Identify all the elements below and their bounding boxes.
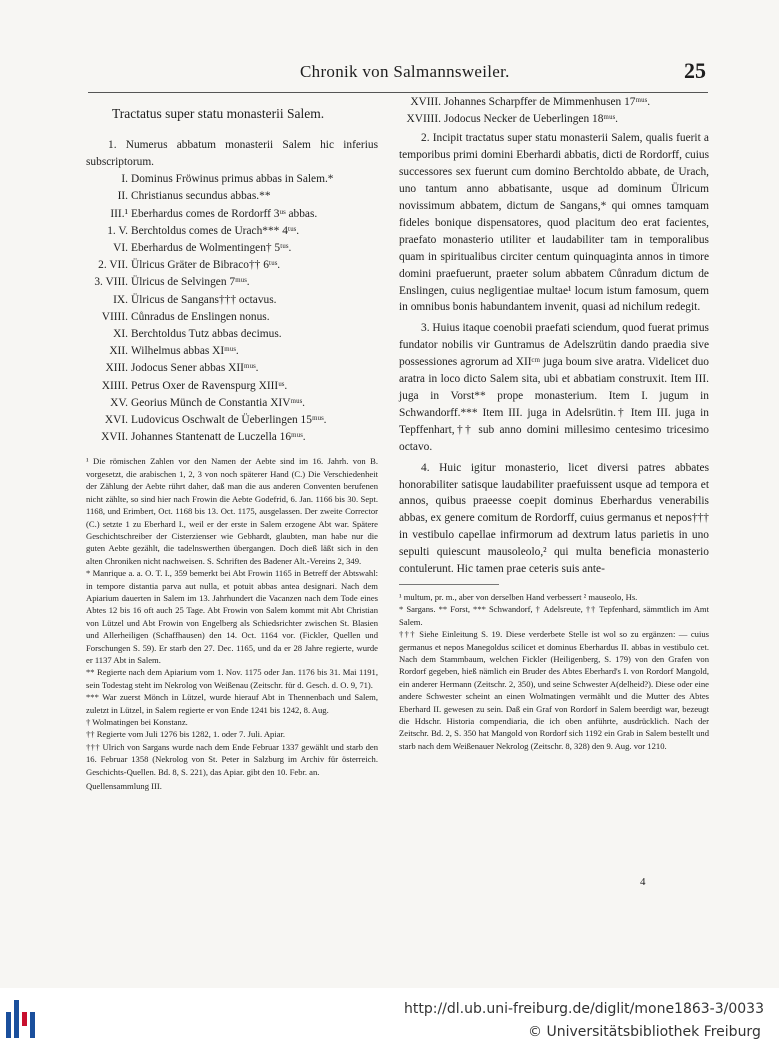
abbot-entry [86,188,378,205]
left-footnotes [86,455,378,778]
abbot-name: Ludovicus Oschwalt de Üeberlingen 15ᵐᵘˢ. [131,414,327,427]
abbot-number: XII. [109,345,128,358]
abbot-entry [86,412,378,429]
abbot-number: XV. [110,396,128,409]
paragraph: 3. Huius itaque coenobii praefati sciendum, quod fuerat primus fundator nobilis vir Guntramus de Adelszrütin dando praedia sive possessiones agrorum ad XIIᶜᵐ juga boum sive aratra. Videlicet duo aratra in loco dicto Salem sita, ubi et abbatiam construxit. Item III. juga in Vorst** prope monasterium. Item I. jugum in Schwandorff.*** Item III. juga in Adelsrütin.† Item III. juga in Tepffenhart,†† sub anno domini millesimo centesimo tricesimo octavo. [399,322,709,453]
page-header [0,58,779,92]
right-column [399,94,709,752]
footnote-rule [399,584,499,585]
footnote: †† Regierte vom Juli 1276 bis 1282, 1. oder 7. Juli. Apiar. [86,729,286,740]
abbot-number: XIIII. [101,379,128,392]
permalink[interactable]: http://dl.ub.uni-freiburg.de/diglit/mone1863-3/0033 [404,1001,764,1017]
library-logo-icon [4,996,40,1042]
body-text [399,130,709,578]
abbot-number: XIII. [105,362,128,375]
abbot-number: XI. [113,328,128,341]
abbot-number: XVIIII. [406,113,441,126]
abbot-name: Wilhelmus abbas XIᵐᵘˢ. [131,345,239,358]
footnote: ††† Ulrich von Sargans wurde nach dem Ende Februar 1337 gewählt und starb den 16. Februar 1358 (Nekrolog von St. Peter in Salzburg im Archiv für österreich. Geschichts-Quellen. Bd. 8, S. 221), das Apiar. gibt den 10. Febr. an. [86,741,378,777]
abbot-entry [399,111,709,128]
abbot-entry [86,292,378,309]
footnote: ** Regierte nach dem Apiarium vom 1. Nov. 1175 oder Jan. 1176 bis 31. Mai 1191, sein Todestag steht im Nekrolog von Weißenau (Zeitschr. für d. Gesch. d. O. 9, 71). [86,667,378,690]
logo-bar [22,1012,27,1026]
viewer-footer [0,988,779,1051]
abbot-entry [86,171,378,188]
footnote: † Wolmatingen bei Konstanz. [86,717,188,727]
abbot-entry [399,94,709,111]
abbot-name: Eberhardus comes de Rordorff 3ᵘˢ abbas. [131,207,318,220]
footnote: *** War zuerst Mönch in Lützel, wurde hierauf Abt in Thennenbach und Salem, zuletzt in Lützel, in Salem regierte er von Ende 1241 bis 1242, 8. Aug. [86,692,378,715]
abbot-entry [86,326,378,343]
abbot-name: Ülricus de Selvingen 7ᵐᵘˢ. [131,276,250,289]
abbot-name: Ülricus Gräter de Bibraco†† 6ᵗᵘˢ. [131,259,281,272]
paragraph: 2. Incipit tractatus super statu monasterii Salem, qualis fuerit a temporibus primi domini Eberhardi abbatis, dicti de Rordorff, cuius successores sex fuerunt cum domino Berchtoldo abbate, de Urach, uno tantum anno abbatisante, usque ad dominum Ülricum novissimum abbatem, dictum de Sangans,* qui omnes tamquam fideles bonique dispensatores, quod placitum deo erat facientes, praefato monasterio utiliter et laudabiliter tam in temporalibus quam in spiritualibus circiter centum quinquaginta annos in timore domini praefuerunt, praeter solum abbatem Cůnradum dictum de Enslingen, cuius negligentiae multae¹ locum istum famosum, quem in omnibus bonis habundantem invenit, quasi ad nichilum redegit. [399,132,709,314]
signature-mark: 4 [640,876,646,888]
abbot-entry [86,360,378,377]
abbot-name: Jodocus Necker de Ueberlingen 18ᵐᵘˢ. [444,113,618,126]
abbot-name: Dominus Fröwinus primus abbas in Salem.* [131,173,334,186]
abbot-number: 3. VIII. [94,276,128,289]
abbot-entry [86,309,378,326]
abbot-list [86,171,378,446]
abbot-number: VIIII. [101,310,128,323]
footnote: * Manrique a. a. O. T. I., 359 bemerkt bei Abt Frowin 1165 in Betreff der Abtswahl: in tempore distantia parva aut nulla, et potuit abbas antea designari. Nach dem Apiarium dauerten in Salem im 13. Jahrhundert die Vacanzen nach dem Tode eines Abtes 12 bis 16 oft auch 25 Tage. Abt Frowin von Salem kommt mit Abt Christian von Lützel und Abt Frowin von Engelberg als Schiedsrichter zwischen St. Blasien und Allerheiligen (Schaffhausen) den 14. Oct. 1164 vor. (Fickler, Quellen und Forschungen S. 59). Er starb den 27. Dec. 1165, und da er 28 Jahre regierte, wurde er 1137 Abt in Salem. [86,568,378,665]
left-column [86,100,378,792]
footnote: ††† Siehe Einleitung S. 19. Diese verderbete Stelle ist wol so zu ergänzen: — cuius germanus et nepos Manegoldus scilicet et dominus Eberhardus II. abbas in vestibulo cet. Nach dem Stammbaum, welchen Fickler (Heiligenberg, S. 179) von den Grafen von Rordorf gegeben, hieß nämlich ein Bruder des Abtes Eberhard's I. von Rordorf Mangold, ein anderer Hermann (Zeitschr. 2, 350), und seine Schwester A(delheid?). Diese oder eine andere Schwester scheint an einen Wolmatingen vermählt und die Mutter des Abtes Eberhard II. gewesen zu sein. Daß ein Graf von Rordorf in Salem beerdigt war, bezeugt die Hdschr. Historia compendiaria, die ich oben anführte, ausdrücklich. Nach der Zeitschr. Bd. 2, S. 350 hat Mangold von Rordorf sich 1192 ein Grab in Salem bestellt und starb nach dem Weißenauer Nekrolog (Zeitschr. 8, 328) den 9. Aug. vor 1210. [399,629,709,751]
abbot-list-continued [399,94,709,128]
abbot-name: Petrus Oxer de Ravenspurg XIIIᵘˢ. [131,379,288,392]
abbot-number: II. [117,190,128,203]
abbot-entry [86,206,378,223]
abbot-number: XVII. [101,431,128,444]
copyright-notice: © Universitätsbibliothek Freiburg [528,1024,761,1040]
abbot-number: VI. [113,242,128,255]
running-title: Chronik von Salmannsweiler. [300,62,510,81]
footnote: ¹ Die römischen Zahlen vor den Namen der Aebte sind im 16. Jahrh. von B. vorgesetzt, die arabischen 1, 2, 3 von noch späterer Hand (C.) Die Verschiedenheit der Zählung der Aebte rührt daher, daß man die aus anderen Conventen berufenen nicht zählte, so sind hier nach Frowin die Aebte Godefrid, 6. Jan. 1166 bis 30. Sept. 1168, und Erimbert, Oct. 1168 bis 13. Oct. 1175, ausgelassen. Der zweite Corrector (C.) setzte 1 zu Eberhard I., weil er der erste in Salem erzogene Abt war. Spätere Geschichtschreiber der Cisterzienser wie Gebhardt, glaubten, man habe nur die guten Aebte gezählt, die tadelnswerthen übergangen. Doch dieß läßt sich in den alten Chroniken nicht nachweisen. S. Schriften des Badener Alt.-Vereins 2, 349. [86,456,378,566]
abbot-entry [86,223,378,240]
source-line: Quellensammlung III. [86,781,162,792]
abbot-entry [86,429,378,446]
abbot-entry [86,343,378,360]
abbot-number: XVI. [104,414,128,427]
abbot-name: Johannes Stantenatt de Luczella 16ᵐᵘˢ. [131,431,306,444]
footnote: ¹ multum, pr. m., aber von derselben Hand verbessert ² mauseolo, Hs. [399,591,638,602]
page-number: 25 [684,58,706,83]
abbot-entry [86,378,378,395]
section-title: Tractatus super statu monasterii Salem. [112,106,325,121]
abbot-name: Cůnradus de Enslingen nonus. [131,310,270,323]
abbot-number: I. [121,173,128,186]
abbot-number: 2. VII. [98,259,128,272]
abbot-number: III.¹ [110,207,128,220]
abbot-name: Berchtoldus Tutz abbas decimus. [131,328,282,341]
abbot-name: Berchtoldus comes de Urach*** 4ᵗᵘˢ. [131,224,300,237]
abbot-entry [86,274,378,291]
abbot-name: Johannes Scharpffer de Mimmenhusen 17ᵐᵘˢ. [444,96,651,108]
logo-bar [30,1012,35,1038]
abbot-entry [86,240,378,257]
abbot-number: IX. [113,293,128,306]
abbot-name: Georius Münch de Constantia XIVᵐᵘˢ. [131,396,306,409]
logo-bar [6,1012,11,1038]
abbot-number: 1. V. [107,224,128,237]
logo-bar [14,1000,19,1038]
abbot-name: Eberhardus de Wolmentingen† 5ᵗᵘˢ. [131,242,292,255]
abbot-name: Jodocus Sener abbas XIIᵐᵘˢ. [131,362,259,375]
abbot-entry [86,395,378,412]
abbot-entry [86,257,378,274]
header-rule [88,92,708,93]
abbot-name: Ülricus de Sangans††† octavus. [131,293,277,306]
footnote: * Sargans. ** Forst, *** Schwandorf, † Adelsreute, †† Tepfenhard, sämmtlich im Amt Salem. [399,604,709,627]
abbot-name: Christianus secundus abbas.** [131,190,271,203]
intro-paragraph: 1. Numerus abbatum monasterii Salem hic inferius subscriptorum. [86,139,378,169]
abbot-number: XVIII. [410,96,441,108]
paragraph: 4. Huic igitur monasterio, licet diversi patres abbates honorabiliter satisque laudabiliter praefuissent usque ad tempora et annos, quibus praeesse coepit dominus Eberhardus venerabilis abbas, ex genere comitum de Rordorff, cuius germanus et nepos††† in vestibulo capellae infirmorum ad dextrum latus parietis in uno sepulti quiescunt mausoleolo,² qui multa beneficia monasterio contulerunt. Hic tamen prae ceteris suis ante- [399,461,709,576]
right-footnotes [399,591,709,752]
